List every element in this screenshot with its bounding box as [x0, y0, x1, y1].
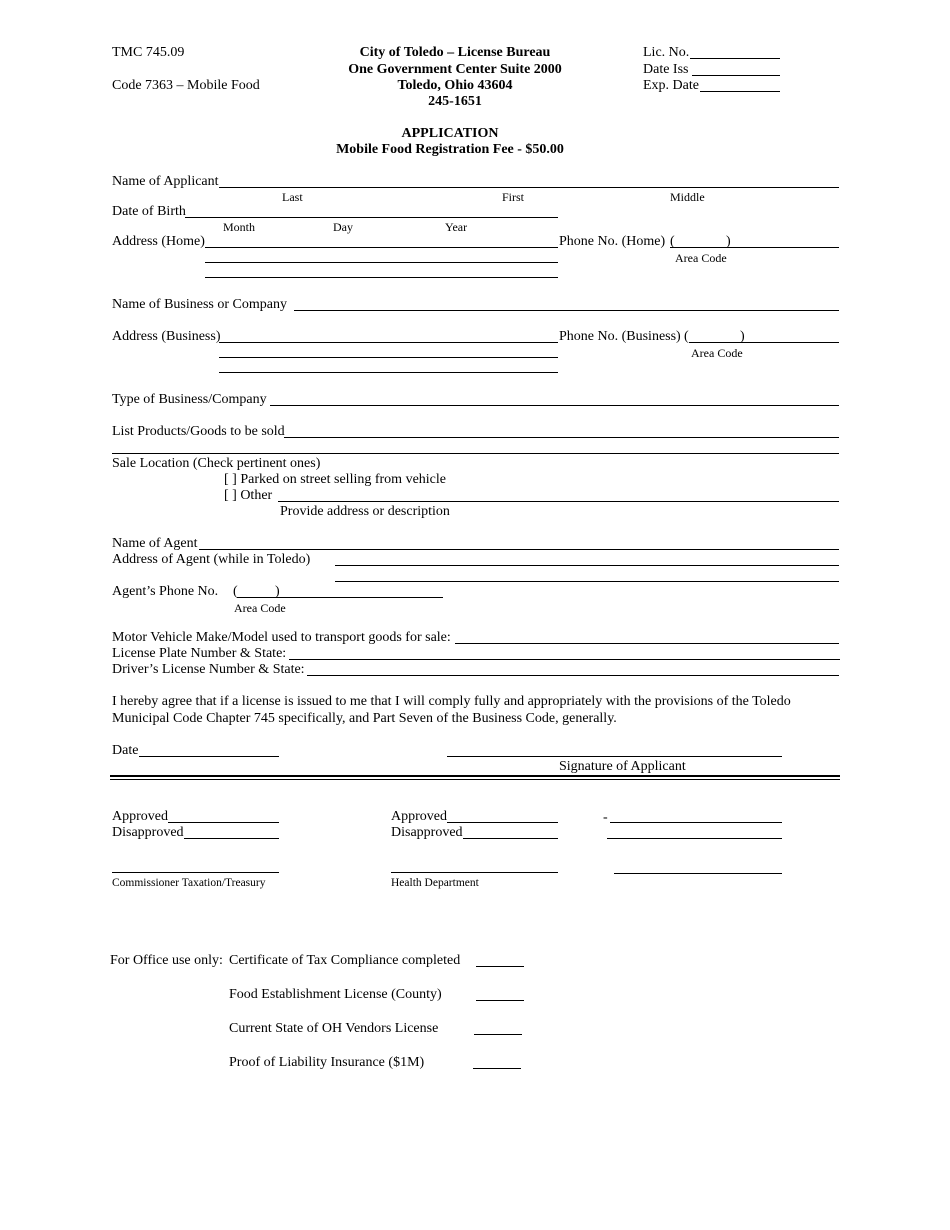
- sale-location-label: Sale Location (Check pertinent ones): [112, 456, 321, 471]
- signature-field[interactable]: [447, 756, 782, 757]
- home-address-field-1[interactable]: [205, 247, 558, 248]
- bureau-phone: 245-1651: [428, 94, 482, 109]
- business-name-label: Name of Business or Company: [112, 297, 287, 312]
- lic-no-label: Lic. No.: [643, 45, 690, 60]
- exp-date-label: Exp. Date: [643, 78, 699, 93]
- taxation-disapproved-label: Disapproved: [112, 825, 184, 840]
- health-disapproved-field[interactable]: [463, 838, 558, 839]
- drivers-license-label: Driver’s License Number & State:: [112, 662, 305, 677]
- applicant-name-label: Name of Applicant: [112, 174, 219, 189]
- third-approved-field[interactable]: [610, 822, 782, 823]
- exp-date-field[interactable]: [700, 91, 780, 92]
- business-phone-field[interactable]: [689, 342, 839, 343]
- office-item-tax-compliance-field[interactable]: [476, 966, 524, 967]
- bureau-name: City of Toledo – License Bureau: [359, 45, 551, 60]
- agent-name-label: Name of Agent: [112, 536, 198, 551]
- middle-name-hint: Middle: [670, 190, 705, 204]
- office-item-tax-compliance: Certificate of Tax Compliance completed: [229, 953, 461, 968]
- business-type-field[interactable]: [270, 405, 839, 406]
- bureau-address-line1: One Government Center Suite 2000: [348, 62, 562, 77]
- office-use-label: For Office use only:: [110, 953, 223, 968]
- parked-on-street-checkbox[interactable]: [ ] Parked on street selling from vehicle: [224, 472, 446, 487]
- agreement-text-line1: I hereby agree that if a license is issued to me that I will comply fully and appropriately with the provisions of the Toledo: [112, 694, 791, 709]
- taxation-dept-label: Commissioner Taxation/Treasury: [112, 877, 266, 889]
- license-plate-field[interactable]: [289, 659, 840, 660]
- vehicle-make-field[interactable]: [455, 643, 839, 644]
- health-signature-field[interactable]: [391, 872, 558, 873]
- drivers-license-field[interactable]: [307, 675, 839, 676]
- applicant-name-field[interactable]: [219, 187, 839, 188]
- agent-phone-label: Agent’s Phone No.: [112, 584, 219, 599]
- agent-address-field-1[interactable]: [335, 565, 839, 566]
- third-approval-dash: -: [603, 810, 608, 825]
- home-address-field-2[interactable]: [205, 262, 558, 263]
- taxation-approved-label: Approved: [112, 809, 168, 824]
- business-area-code-hint: Area Code: [691, 346, 743, 360]
- taxation-approved-field[interactable]: [168, 822, 279, 823]
- office-item-food-license-field[interactable]: [476, 1000, 524, 1001]
- office-item-liability-insurance-field[interactable]: [473, 1068, 521, 1069]
- business-phone-label: Phone No. (Business): [559, 329, 681, 344]
- ordinance-code: TMC 745.09: [112, 45, 185, 60]
- agent-phone-field[interactable]: [237, 597, 443, 598]
- date-label: Date: [112, 743, 139, 758]
- business-address-field-2[interactable]: [219, 357, 558, 358]
- license-plate-label: License Plate Number & State:: [112, 646, 287, 661]
- business-name-field[interactable]: [294, 310, 839, 311]
- agent-phone-paren-open: (: [233, 584, 238, 599]
- office-item-food-license: Food Establishment License (County): [229, 987, 442, 1002]
- lic-no-field[interactable]: [690, 58, 780, 59]
- agent-address-label: Address of Agent (while in Toledo): [112, 552, 311, 567]
- agent-area-code-hint: Area Code: [234, 601, 286, 615]
- agent-name-field[interactable]: [199, 549, 839, 550]
- home-phone-label: Phone No. (Home): [559, 234, 666, 249]
- date-iss-field[interactable]: [692, 75, 780, 76]
- health-approved-label: Approved: [391, 809, 447, 824]
- agent-address-field-2[interactable]: [335, 581, 839, 582]
- other-location-field[interactable]: [278, 501, 839, 502]
- other-location-checkbox[interactable]: [ ] Other: [224, 488, 273, 503]
- form-subtitle: Mobile Food Registration Fee - $50.00: [336, 142, 564, 157]
- business-phone-paren-close: ): [740, 329, 745, 344]
- dob-label: Date of Birth: [112, 204, 186, 219]
- other-location-hint: Provide address or description: [280, 504, 450, 519]
- products-field-1[interactable]: [284, 437, 839, 438]
- health-dept-label: Health Department: [391, 877, 479, 889]
- day-hint: Day: [333, 220, 353, 234]
- home-phone-paren-open: (: [670, 234, 675, 249]
- date-field[interactable]: [139, 756, 279, 757]
- signature-label: Signature of Applicant: [559, 759, 686, 774]
- month-hint: Month: [223, 220, 256, 234]
- taxation-disapproved-field[interactable]: [184, 838, 279, 839]
- business-phone-paren-open: (: [684, 329, 689, 344]
- third-signature-field[interactable]: [614, 873, 782, 874]
- form-title: APPLICATION: [401, 126, 499, 141]
- section-divider: [110, 775, 840, 780]
- year-hint: Year: [445, 220, 468, 234]
- home-area-code-hint: Area Code: [675, 251, 727, 265]
- third-disapproved-field[interactable]: [607, 838, 782, 839]
- business-address-field-1[interactable]: [219, 342, 558, 343]
- products-field-2[interactable]: [112, 453, 839, 454]
- first-name-hint: First: [502, 190, 525, 204]
- home-phone-paren-close: ): [726, 234, 731, 249]
- health-disapproved-label: Disapproved: [391, 825, 463, 840]
- home-phone-field[interactable]: [670, 247, 839, 248]
- office-item-vendors-license-field[interactable]: [474, 1034, 522, 1035]
- products-label: List Products/Goods to be sold: [112, 424, 285, 439]
- business-address-field-3[interactable]: [219, 372, 558, 373]
- agreement-text-line2: Municipal Code Chapter 745 specifically, and Part Seven of the Business Code, generally.: [112, 711, 617, 726]
- taxation-signature-field[interactable]: [112, 872, 279, 873]
- last-name-hint: Last: [282, 190, 303, 204]
- dob-field[interactable]: [185, 217, 558, 218]
- bureau-address-line2: Toledo, Ohio 43604: [397, 78, 513, 93]
- home-address-field-3[interactable]: [205, 277, 558, 278]
- home-address-label: Address (Home): [112, 234, 205, 249]
- health-approved-field[interactable]: [447, 822, 558, 823]
- code-category: Code 7363 – Mobile Food: [112, 78, 260, 93]
- office-item-liability-insurance: Proof of Liability Insurance ($1M): [229, 1055, 425, 1070]
- business-type-label: Type of Business/Company: [112, 392, 267, 407]
- agent-phone-paren-close: ): [275, 584, 280, 599]
- business-address-label: Address (Business): [112, 329, 221, 344]
- vehicle-make-label: Motor Vehicle Make/Model used to transport goods for sale:: [112, 630, 451, 645]
- office-item-vendors-license: Current State of OH Vendors License: [229, 1021, 439, 1036]
- date-iss-label: Date Iss: [643, 62, 689, 77]
